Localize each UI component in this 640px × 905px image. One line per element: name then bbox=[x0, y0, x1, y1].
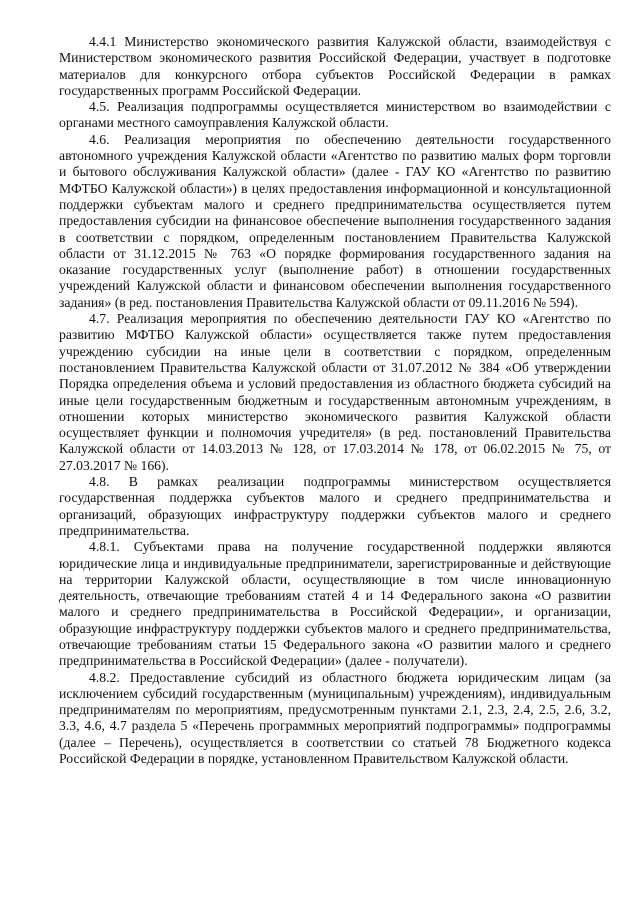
paragraph-4-8-2: 4.8.2. Предоставление субсидий из областного бюджета юридическим лицам (за исключением субсидий государственным (муниципальным) учреждениям), индивидуальным предпринимателям по мероприятиям, предусмотренным пунктами 2.1, 2.3, 2.4, 2.5, 2.6, 3.2, 3.3, 4.6, 4.7 раздела 5 «Перечень программных мероприятий подпрограммы» подпрограммы (далее – Перечень), осуществляется в соответствии со статьей 78 Бюджетного кодекса Российской Федерации в порядке, установленном Правительством Калужской области. bbox=[59, 669, 611, 767]
paragraph-4-5: 4.5. Реализация подпрограммы осуществляется министерством во взаимодействии с органами местного самоуправления Калужской области. bbox=[59, 99, 611, 131]
paragraph-4-7: 4.7. Реализация мероприятия по обеспечению деятельности ГАУ КО «Агентство по развитию МФТБО Калужской области» осуществляется также путем предоставления учреждению субсидии на иные цели в соответствии с порядком, определенным постановлением Правительства Калужской области от 31.07.2012 № 384 «Об утверждении Порядка определения объема и условий предоставления из областного бюджета субсидий на иные цели государственным бюджетным и государственным автономным учреждениям, в отношении которых министерство экономического развития Калужской области осуществляет функции и полномочия учредителя» (в ред. постановлений Правительства Калужской области от 14.03.2013 № 128, от 17.03.2014 № 178, от 06.02.2015 № 75, от 27.03.2017 № 166). bbox=[59, 311, 611, 473]
paragraph-4-4-1: 4.4.1 Министерство экономического развития Калужской области, взаимодействуя с Министерством экономического развития Российской Федерации, участвует в подготовке материалов для конкурсного отбора субъектов Российской Федерации в рамках государственных программ Российской Федерации. bbox=[59, 34, 611, 98]
document-page bbox=[59, 34, 611, 767]
paragraph-4-6: 4.6. Реализация мероприятия по обеспечению деятельности государственного автономного учреждения Калужской области «Агентство по развитию малых форм торговли и бытового обслуживания Калужской области» (далее - ГАУ КО «Агентство по развитию МФТБО Калужской области») в целях предоставления информационной и консультационной поддержки субъектам малого и среднего предпринимательства осуществляется путем предоставления субсидии на финансовое обеспечение выполнения государственного задания в соответствии с порядком, определенным постановлением Правительства Калужской области от 31.12.2015 № 763 «О порядке формирования государственного задания на оказание государственных услуг (выполнение работ) в отношении государственных учреждений Калужской области и финансовом обеспечении выполнения государственного задания» (в ред. постановления Правительства Калужской области от 09.11.2016 № 594). bbox=[59, 131, 611, 310]
paragraph-4-8: 4.8. В рамках реализации подпрограммы министерством осуществляется государственная поддержка субъектов малого и среднего предпринимательства и организаций, образующих инфраструктуру поддержки субъектов малого и среднего предпринимательства. bbox=[59, 474, 611, 538]
paragraph-4-8-1: 4.8.1. Субъектами права на получение государственной поддержки являются юридические лица и индивидуальные предприниматели, зарегистрированные и действующие на территории Калужской области, осуществляющие в том числе инновационную деятельность, отвечающие требованиям статей 4 и 14 Федерального закона «О развитии малого и среднего предпринимательства в Российской Федерации», и организации, образующие инфраструктуру поддержки субъектов малого и среднего предпринимательства, отвечающие требованиям статьи 15 Федерального закона «О развитии малого и среднего предпринимательства в Российской Федерации» (далее - получатели). bbox=[59, 539, 611, 669]
